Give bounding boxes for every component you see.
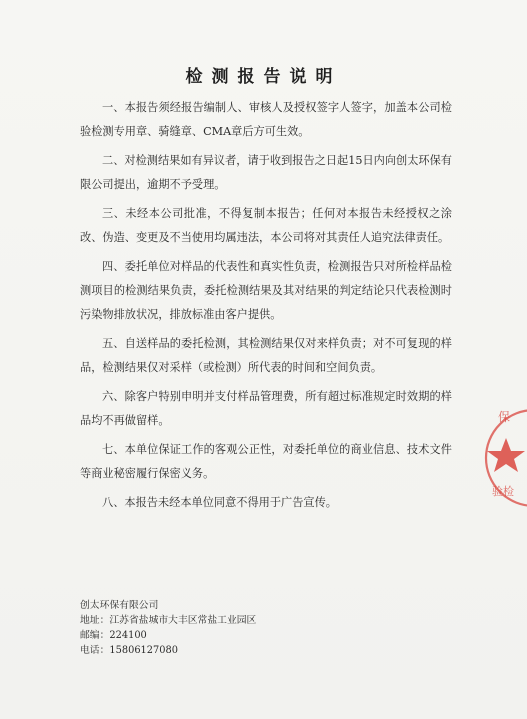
notice-item-3: 三、未经本公司批准，不得复制本报告；任何对本报告未经授权之涂改、伪造、变更及不当使用均属违法，本公司将对其责任人追究法律责任。: [80, 207, 452, 244]
notice-item-8: 八、本报告未经本单位同意不得用于广告宣传。: [102, 496, 337, 509]
company-phone: 电话：15806127080: [80, 645, 178, 656]
company-postcode: 邮编：224100: [80, 630, 147, 641]
seal-text-bottom: 验检: [492, 485, 514, 498]
stamp-seal: [478, 394, 527, 524]
company-name: 创太环保有限公司: [80, 600, 159, 611]
notice-body: [80, 96, 452, 520]
company-contact: [80, 598, 380, 658]
notice-item-2: 二、对检测结果如有异议者，请于收到报告之日起15日内向创太环保有限公司提出，逾期不予受理。: [80, 154, 452, 191]
seal-text-top: 保: [498, 410, 511, 424]
stamp-seal-graphic: [478, 394, 527, 524]
company-address: 地址：江苏省盐城市大丰区常盐工业园区: [80, 615, 257, 626]
page-title: 检测报告说明: [185, 67, 342, 87]
notice-item-7: 七、本单位保证工作的客观公正性，对委托单位的商业信息、技术文件等商业秘密履行保密义务。: [80, 443, 452, 480]
star-icon: [487, 438, 525, 472]
notice-item-4: 四、委托单位对样品的代表性和真实性负责，检测报告只对所检样品检测项目的检测结果负责，委托检测结果及其对结果的判定结论只代表检测时污染物排放状况，排放标准由客户提供。: [80, 260, 452, 321]
notice-item-6: 六、除客户特别申明并支付样品管理费，所有超过标准规定时效期的样品均不再做留样。: [80, 390, 452, 427]
notice-item-5: 五、自送样品的委托检测，其检测结果仅对来样负责；对不可复现的样品，检测结果仅对采样（或检测）所代表的时间和空间负责。: [80, 337, 452, 374]
notice-item-1: 一、本报告须经报告编制人、审核人及授权签字人签字，加盖本公司检验检测专用章、骑缝章、CMA章后方可生效。: [80, 101, 452, 138]
